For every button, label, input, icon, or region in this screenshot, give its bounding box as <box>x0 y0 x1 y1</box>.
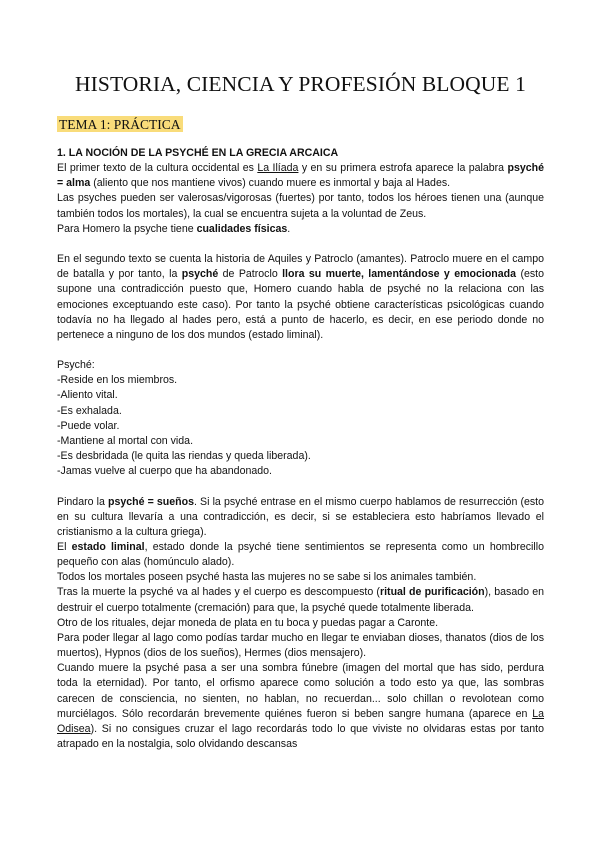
paragraph-iliada <box>57 161 544 191</box>
bold-term-ritual: ritual de purificación <box>379 586 485 599</box>
text-run: Tras la muerte la psyché va al hades y el cuerpo es descompuesto ( <box>57 586 380 599</box>
bold-term-cualidades: cualidades físicas <box>196 222 288 235</box>
document-body <box>57 146 544 752</box>
topic-heading-highlighted: TEMA 1: PRÁCTICA <box>59 117 181 132</box>
text-run: . Si la psyché entrase en el mismo cuerpo hablamos de resurrección (esto en su cultura llevaría a una contradicción, es decir, si se estableciera esto habríamos llevado el cristianismo a la cultura griega). <box>57 495 544 538</box>
list-title: Psyché: <box>57 359 95 372</box>
text-run: (aliento que nos mantiene vivos) cuando muere es inmortal y baja al Hades. <box>90 177 451 190</box>
bold-term-estado-liminal: estado liminal <box>71 541 145 554</box>
paragraph-valerosas: Las psyches pueden ser valerosas/vigorosas (fuertes) por tanto, todos los héroes tienen una (aunque también todos los mortales), la cual se encuentra sujeta a la voluntad de Zeus. <box>57 192 544 220</box>
text-run: ). Si no consigues cruzar el lago recordarás todo lo que viviste no olvidaras estas por tanto atrapado en la nostalgia, solo olvidando descansas <box>57 722 544 751</box>
text-run: Cuando muere la psyché pasa a ser una sombra fúnebre (imagen del mortal que has sido, perdura toda la eternidad). Por tanto, el orfismo aparece como solución a todo esto ya que, las sombras carecen de consciencia, no sienten, no hablan, no recuerdan... solo chillan o revolotean como murciélagos. Sólo recordarán brevemente quiénes fueron si beben sangre humana (aparece en <box>57 662 544 720</box>
bold-term-psyche-alma: psyché = alma <box>57 162 544 190</box>
paragraph-pindaro <box>57 495 544 540</box>
paragraph-caronte: Otro de los rituales, dejar moneda de plata en tu boca y puedas pagar a Caronte. <box>57 616 439 629</box>
text-run: El <box>57 541 72 554</box>
spacer <box>57 237 544 252</box>
text-run: En el segundo texto se cuenta la historia de Aquiles y Patroclo (amantes). Patroclo muere en el campo de batalla y por tanto, la <box>57 253 544 281</box>
bold-term-suenos: psyché = sueños <box>107 495 194 508</box>
paragraph-dioses: Para poder llegar al lago como podías tardar mucho en llegar te enviaban dioses, thanatos (dios de los muertos), Hypnos (dios de los sueños), Hermes (dios mensajero). <box>57 631 544 660</box>
bold-term-llora: llora su muerte, lamentándose y emocionada <box>282 268 517 281</box>
list-item: -Jamas vuelve al cuerpo que ha abandonado. <box>57 465 272 478</box>
link-la-iliada[interactable]: La Ilíada <box>257 162 299 175</box>
text-run: y en su primera estrofa aparece la palabra <box>298 162 508 175</box>
section-heading: 1. LA NOCIÓN DE LA PSYCHÉ EN LA GRECIA ARCAICA <box>57 147 339 159</box>
text-run: de Patroclo <box>218 268 283 281</box>
paragraph-mortales: Todos los mortales poseen psyché hasta las mujeres no se sabe si los animales también. <box>57 571 477 584</box>
page-title: HISTORIA, CIENCIA Y PROFESIÓN BLOQUE 1 <box>75 72 526 96</box>
text-run: ), basado en destruir el cuerpo totalmente (cremación) para que, la psyché quede totalmente liberada. <box>57 586 544 614</box>
spacer <box>57 343 544 358</box>
paragraph-homero <box>57 222 544 237</box>
text-run: Para Homero la psyche tiene <box>57 222 197 235</box>
text-run: . <box>287 222 291 235</box>
paragraph-estado-liminal <box>57 540 544 570</box>
text-run: , estado donde la psyché tiene sentimientos se representa como un hombrecillo pequeño con alas (homúnculo alado). <box>57 541 544 569</box>
list-item: -Es desbridada (le quita las riendas y queda liberada). <box>57 450 311 463</box>
link-la-odisea[interactable]: La Odisea <box>57 707 544 735</box>
list-item: -Reside en los miembros. <box>57 374 178 387</box>
list-item: -Puede volar. <box>57 419 120 432</box>
list-item: -Mantiene al mortal con vida. <box>57 434 194 447</box>
list-item: -Aliento vital. <box>57 389 118 402</box>
paragraph-ritual <box>57 585 544 615</box>
text-run: (esto supone una contradicción puesto que, Homero cuando habla de psyché no la relaciona con las emociones exceptuando este caso). Por tanto la psyché obtiene características psicológicas cuando todavía no ha llegado al hades pero, está a punto de hacerlo, es decir, en ese periodo donde no pertenece a ninguno de los dos mundos (estado liminal). <box>57 268 544 341</box>
paragraph-sombra <box>57 661 544 752</box>
paragraph-aquiles-patroclo <box>57 252 544 343</box>
list-item: -Es exhalada. <box>57 404 122 417</box>
text-run: El primer texto de la cultura occidental es <box>57 162 258 175</box>
text-run: Pindaro la <box>57 495 108 508</box>
spacer <box>57 479 544 494</box>
bold-term-psyche: psyché <box>181 268 219 281</box>
